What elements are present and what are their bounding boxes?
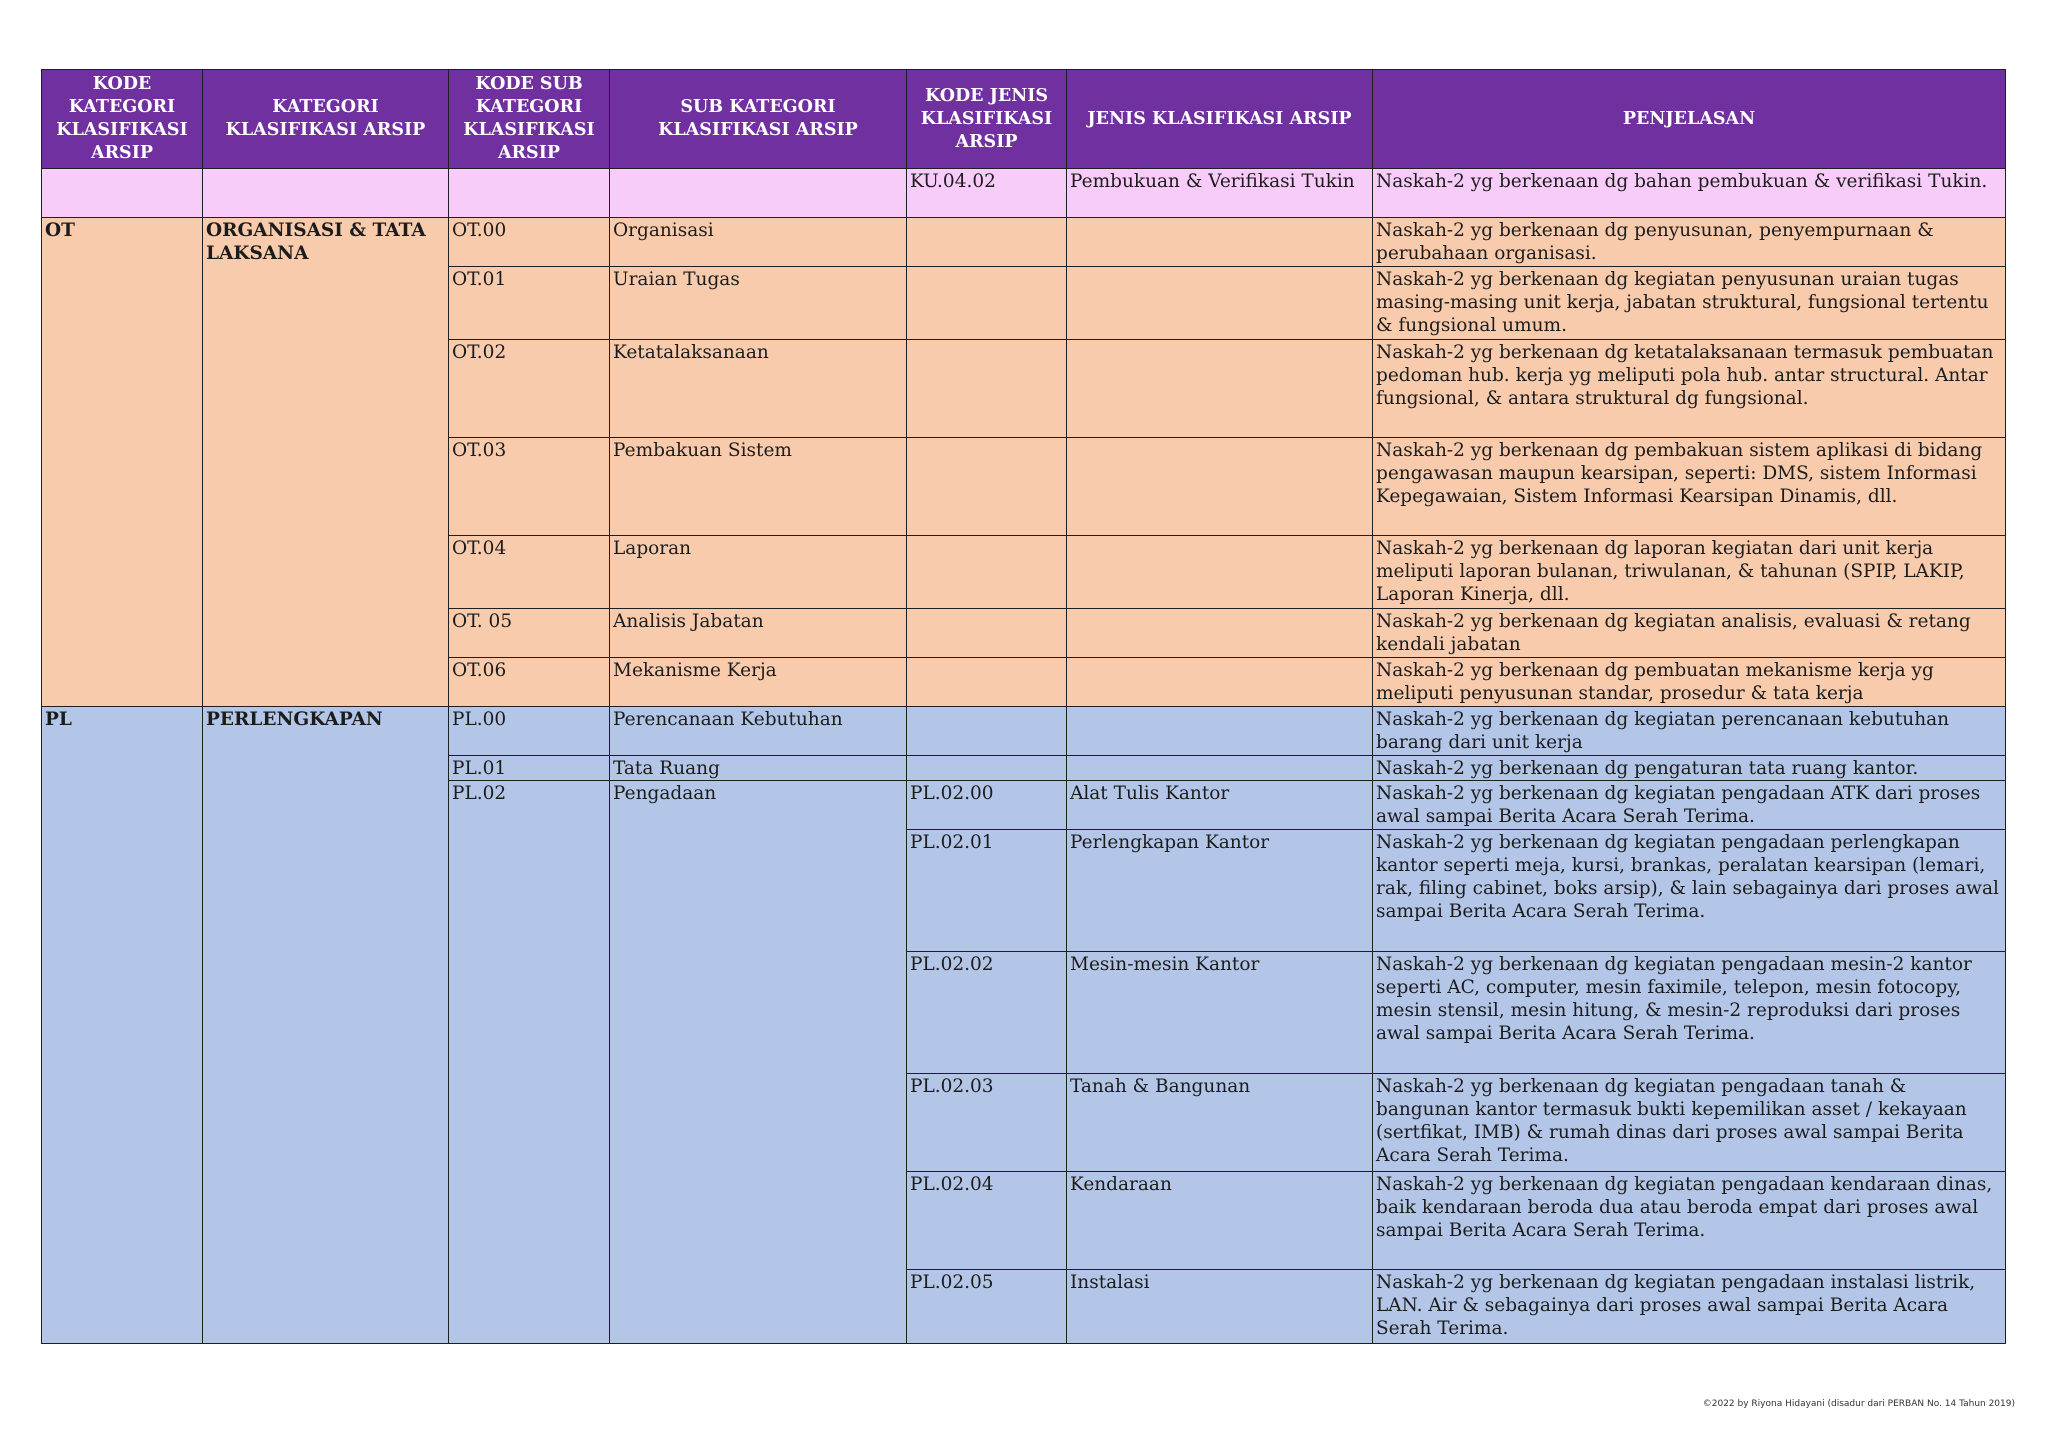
category-name: ORGANISASI & TATA LAKSANA [203, 218, 449, 707]
sub-code: OT.06 [449, 658, 610, 707]
cell-empty [1067, 267, 1373, 340]
cell-empty [907, 707, 1067, 756]
jenis-code: PL.02.00 [907, 781, 1067, 830]
category-name: PERLENGKAPAN [203, 707, 449, 1344]
cell-empty [610, 169, 907, 218]
cell-empty [907, 340, 1067, 438]
description: Naskah-2 yg berkenaan dg kegiatan analisis, evaluasi & retang kendali jabatan [1373, 609, 2006, 658]
classification-table [41, 69, 2006, 1344]
cell-empty [1067, 340, 1373, 438]
jenis-code: PL.02.04 [907, 1172, 1067, 1270]
col-header-jenis: JENIS KLASIFIKASI ARSIP [1067, 70, 1373, 169]
jenis-name: Perlengkapan Kantor [1067, 830, 1373, 952]
cell-empty [1067, 536, 1373, 609]
cell-empty [1067, 218, 1373, 267]
sub-name: Ketatalaksanaan [610, 340, 907, 438]
col-header-kode-jenis: KODE JENIS KLASIFIKASI ARSIP [907, 70, 1067, 169]
col-header-kategori: KATEGORI KLASIFIKASI ARSIP [203, 70, 449, 169]
sub-name: Pembakuan Sistem [610, 438, 907, 536]
cell-empty [1067, 756, 1373, 781]
cell-empty [1067, 707, 1373, 756]
description: Naskah-2 yg berkenaan dg kegiatan pengadaan ATK dari proses awal sampai Berita Acara Serah Terima. [1373, 781, 2006, 830]
table-row [42, 169, 2006, 218]
jenis-name: Pembukuan & Verifikasi Tukin [1067, 169, 1373, 218]
cell-empty [1067, 609, 1373, 658]
jenis-code: PL.02.02 [907, 952, 1067, 1074]
cell-empty [1067, 658, 1373, 707]
description: Naskah-2 yg berkenaan dg laporan kegiatan dari unit kerja meliputi laporan bulanan, triwulanan, & tahunan (SPIP, LAKIP, Laporan Kinerja, dll. [1373, 536, 2006, 609]
sub-name: Uraian Tugas [610, 267, 907, 340]
sub-code: OT.00 [449, 218, 610, 267]
cell-empty [42, 169, 203, 218]
sub-code: OT.01 [449, 267, 610, 340]
sub-code: OT. 05 [449, 609, 610, 658]
sub-code: PL.02 [449, 781, 610, 1344]
cell-empty [203, 169, 449, 218]
description: Naskah-2 yg berkenaan dg kegiatan pengadaan tanah & bangunan kantor termasuk bukti kepemilikan asset / kekayaan (sertfikat, IMB) & rumah dinas dari proses awal sampai Berita Acara Serah Terima. [1373, 1074, 2006, 1172]
col-header-penjelasan: PENJELASAN [1373, 70, 2006, 169]
jenis-code: PL.02.03 [907, 1074, 1067, 1172]
header-row [42, 70, 2006, 169]
jenis-code: PL.02.01 [907, 830, 1067, 952]
col-header-kode-sub-kategori: KODE SUB KATEGORI KLASIFIKASI ARSIP [449, 70, 610, 169]
category-code: PL [42, 707, 203, 1344]
sub-code: OT.03 [449, 438, 610, 536]
sub-name: Tata Ruang [610, 756, 907, 781]
jenis-name: Kendaraan [1067, 1172, 1373, 1270]
sub-code: PL.00 [449, 707, 610, 756]
jenis-name: Alat Tulis Kantor [1067, 781, 1373, 830]
sub-name: Organisasi [610, 218, 907, 267]
cell-empty [907, 536, 1067, 609]
sub-name: Laporan [610, 536, 907, 609]
description: Naskah-2 yg berkenaan dg kegiatan penyusunan uraian tugas masing-masing unit kerja, jabatan struktural, fungsional tertentu & fungsional umum. [1373, 267, 2006, 340]
sub-code: OT.02 [449, 340, 610, 438]
sub-name: Analisis Jabatan [610, 609, 907, 658]
cell-empty [907, 438, 1067, 536]
cell-empty [449, 169, 610, 218]
jenis-code: PL.02.05 [907, 1270, 1067, 1344]
col-header-sub-kategori: SUB KATEGORI KLASIFIKASI ARSIP [610, 70, 907, 169]
jenis-name: Mesin-mesin Kantor [1067, 952, 1373, 1074]
description: Naskah-2 yg berkenaan dg pengaturan tata ruang kantor. [1373, 756, 2006, 781]
description: Naskah-2 yg berkenaan dg ketatalaksanaan termasuk pembuatan pedoman hub. kerja yg meliputi pola hub. antar structural. Antar fungsional, & antara struktural dg fungsional. [1373, 340, 2006, 438]
description: Naskah-2 yg berkenaan dg kegiatan pengadaan mesin-2 kantor seperti AC, computer, mesin faximile, telepon, mesin fotocopy, mesin stensil, mesin hitung, & mesin-2 reproduksi dari proses awal sampai Berita Acara Serah Terima. [1373, 952, 2006, 1074]
description: Naskah-2 yg berkenaan dg penyusunan, penyempurnaan & perubahaan organisasi. [1373, 218, 2006, 267]
sub-code: OT.04 [449, 536, 610, 609]
description: Naskah-2 yg berkenaan dg pembakuan sistem aplikasi di bidang pengawasan maupun kearsipan, seperti: DMS, sistem Informasi Kepegawaian, Sistem Informasi Kearsipan Dinamis, dll. [1373, 438, 2006, 536]
col-header-kode-kategori: KODE KATEGORI KLASIFIKASI ARSIP [42, 70, 203, 169]
sub-name: Perencanaan Kebutuhan [610, 707, 907, 756]
category-code: OT [42, 218, 203, 707]
sub-name: Mekanisme Kerja [610, 658, 907, 707]
cell-empty [907, 658, 1067, 707]
table-row [42, 218, 2006, 267]
cell-empty [907, 218, 1067, 267]
jenis-name: Tanah & Bangunan [1067, 1074, 1373, 1172]
jenis-name: Instalasi [1067, 1270, 1373, 1344]
cell-empty [907, 609, 1067, 658]
description: Naskah-2 yg berkenaan dg kegiatan pengadaan kendaraan dinas, baik kendaraan beroda dua atau beroda empat dari proses awal sampai Berita Acara Serah Terima. [1373, 1172, 2006, 1270]
cell-empty [907, 267, 1067, 340]
sub-code: PL.01 [449, 756, 610, 781]
description: Naskah-2 yg berkenaan dg kegiatan pengadaan instalasi listrik, LAN. Air & sebagainya dari proses awal sampai Berita Acara Serah Terima. [1373, 1270, 2006, 1344]
cell-empty [1067, 438, 1373, 536]
table-row [42, 707, 2006, 756]
description: Naskah-2 yg berkenaan dg kegiatan pengadaan perlengkapan kantor seperti meja, kursi, brankas, peralatan kearsipan (lemari, rak, filing cabinet, boks arsip), & lain sebagainya dari proses awal sampai Berita Acara Serah Terima. [1373, 830, 2006, 952]
cell-empty [907, 756, 1067, 781]
description: Naskah-2 yg berkenaan dg bahan pembukuan & verifikasi Tukin. [1373, 169, 2006, 218]
jenis-code: KU.04.02 [907, 169, 1067, 218]
sub-name: Pengadaan [610, 781, 907, 1344]
copyright-footer: ©2022 by Riyona Hidayani (disadur dari PERBAN No. 14 Tahun 2019) [1702, 1399, 2015, 1409]
description: Naskah-2 yg berkenaan dg pembuatan mekanisme kerja yg meliputi penyusunan standar, prosedur & tata kerja [1373, 658, 2006, 707]
description: Naskah-2 yg berkenaan dg kegiatan perencanaan kebutuhan barang dari unit kerja [1373, 707, 2006, 756]
